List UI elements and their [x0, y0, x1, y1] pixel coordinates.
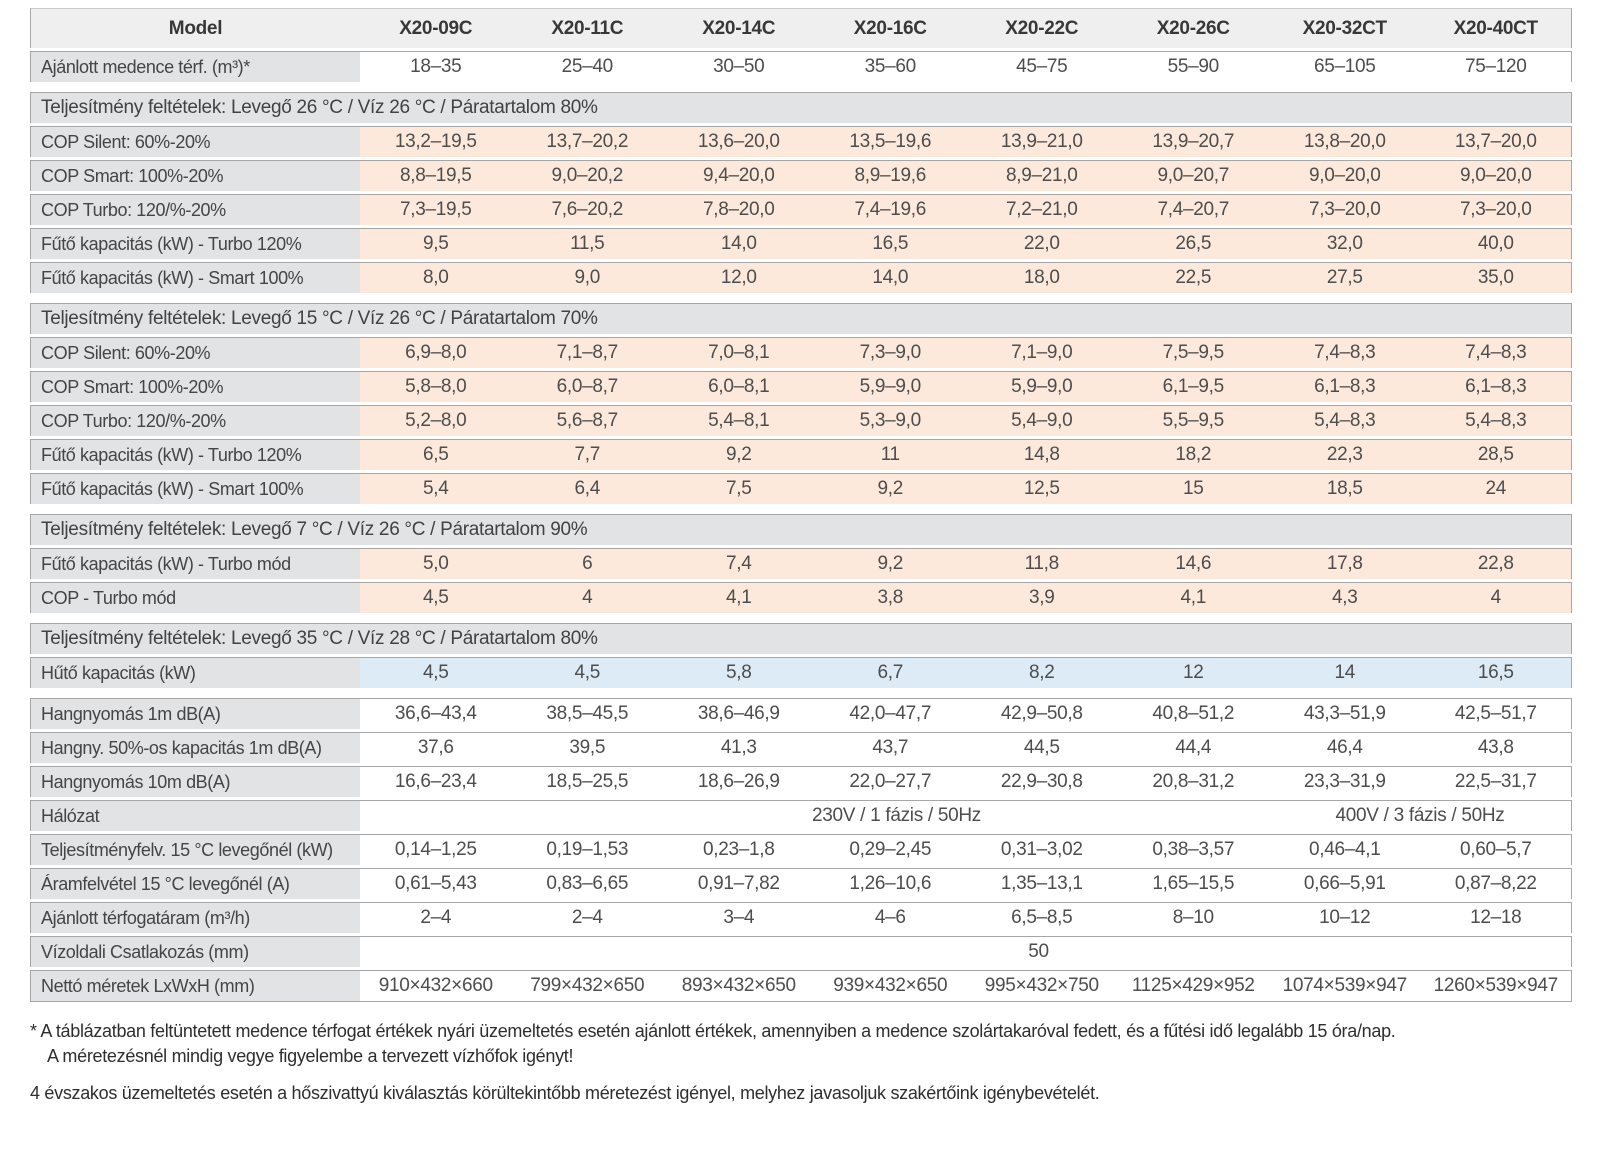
value-cell: 12,5: [966, 473, 1118, 504]
value-cell: 5,9–9,0: [815, 371, 967, 402]
value-cell: 7,7: [512, 439, 664, 470]
table-row: [30, 405, 1572, 436]
value-cell: 8,9–19,6: [815, 160, 967, 191]
row-label: Ajánlott térfogatáram (m³/h): [30, 902, 360, 933]
table-row: [30, 303, 1572, 334]
value-cell: 7,3–20,0: [1421, 194, 1573, 225]
spec-table-body: [30, 51, 1572, 1002]
section-header: Teljesítmény feltételek: Levegő 26 °C / Víz 26 °C / Páratartalom 80%: [30, 92, 1572, 123]
value-cell: 5,4: [360, 473, 512, 504]
row-label: Hangny. 50%-os kapacitás 1m dB(A): [30, 732, 360, 763]
value-cell: 6,1–8,3: [1421, 371, 1573, 402]
row-label: Hűtő kapacitás (kW): [30, 657, 360, 688]
value-cell: 0,46–4,1: [1269, 834, 1421, 865]
value-cell: 6,4: [512, 473, 664, 504]
value-cell: 28,5: [1421, 439, 1573, 470]
row-label: Hangnyomás 10m dB(A): [30, 766, 360, 797]
value-cell: 45–75: [966, 51, 1118, 82]
value-cell: 8,9–21,0: [966, 160, 1118, 191]
value-cell: 39,5: [512, 732, 664, 763]
table-row: [30, 126, 1572, 157]
value-cell: 12: [1118, 657, 1270, 688]
value-cell: 16,5: [1421, 657, 1573, 688]
value-cell: 1,26–10,6: [815, 868, 967, 899]
value-cell: 36,6–43,4: [360, 698, 512, 729]
value-cell: 9,0: [512, 262, 664, 293]
value-cell: 18,6–26,9: [663, 766, 815, 797]
value-cell: 13,8–20,0: [1269, 126, 1421, 157]
value-cell: 939×432×650: [815, 970, 967, 1002]
value-cell: 799×432×650: [512, 970, 664, 1002]
table-row: [30, 936, 1572, 967]
value-cell: 42,5–51,7: [1421, 698, 1573, 729]
value-cell: 22,9–30,8: [966, 766, 1118, 797]
value-cell: 14: [1269, 657, 1421, 688]
value-cell: 41,3: [663, 732, 815, 763]
section-header: Teljesítmény feltételek: Levegő 15 °C / Víz 26 °C / Páratartalom 70%: [30, 303, 1572, 334]
value-cell: 43,3–51,9: [1269, 698, 1421, 729]
spec-table-header: [30, 8, 1572, 48]
value-cell: 5,4–8,3: [1421, 405, 1573, 436]
value-cell: 13,2–19,5: [360, 126, 512, 157]
table-row: [30, 473, 1572, 504]
value-cell: 11,8: [966, 548, 1118, 579]
table-row: [30, 337, 1572, 368]
table-row: [30, 766, 1572, 797]
row-label: Fűtő kapacitás (kW) - Smart 100%: [30, 473, 360, 504]
value-cell: 9,2: [815, 548, 967, 579]
value-cell: 8–10: [1118, 902, 1270, 933]
value-cell: 75–120: [1421, 51, 1573, 82]
value-cell: 1,65–15,5: [1118, 868, 1270, 899]
value-cell: 7,4–20,7: [1118, 194, 1270, 225]
table-row: [30, 51, 1572, 82]
value-cell: 37,6: [360, 732, 512, 763]
row-label: Teljesítményfelv. 15 °C levegőnél (kW): [30, 834, 360, 865]
table-row: [30, 160, 1572, 191]
value-cell: 5,3–9,0: [815, 405, 967, 436]
column-header-row: [30, 8, 1572, 48]
table-row: [30, 548, 1572, 579]
value-cell: 7,3–19,5: [360, 194, 512, 225]
value-cell: 910×432×660: [360, 970, 512, 1002]
value-cell: 13,9–20,7: [1118, 126, 1270, 157]
table-row: [30, 623, 1572, 654]
value-cell: 4–6: [815, 902, 967, 933]
value-cell: 9,0–20,0: [1269, 160, 1421, 191]
row-label: Nettó méretek LxWxH (mm): [30, 970, 360, 1002]
row-label: Vízoldali Csatlakozás (mm): [30, 936, 360, 967]
section-gap: [30, 296, 1572, 300]
value-cell: 18,5: [1269, 473, 1421, 504]
table-row: [30, 657, 1572, 688]
value-cell: 22,5: [1118, 262, 1270, 293]
value-cell: 10–12: [1269, 902, 1421, 933]
table-row: [30, 582, 1572, 613]
row-label: COP Silent: 60%-20%: [30, 126, 360, 157]
value-cell: 6,0–8,1: [663, 371, 815, 402]
value-cell: 3,8: [815, 582, 967, 613]
value-cell: 4,5: [512, 657, 664, 688]
column-header: X20-32CT: [1269, 8, 1421, 48]
value-cell: 0,38–3,57: [1118, 834, 1270, 865]
value-cell: 9,0–20,0: [1421, 160, 1573, 191]
value-cell: 4,1: [663, 582, 815, 613]
value-cell-merged: 400V / 3 fázis / 50Hz: [1269, 800, 1572, 831]
value-cell: 1074×539×947: [1269, 970, 1421, 1002]
table-row: [30, 970, 1572, 1002]
value-cell: 44,5: [966, 732, 1118, 763]
spec-table: [30, 5, 1572, 1005]
value-cell: 7,0–8,1: [663, 337, 815, 368]
section-header: Teljesítmény feltételek: Levegő 35 °C / Víz 28 °C / Páratartalom 80%: [30, 623, 1572, 654]
table-row: [30, 691, 1572, 695]
value-cell: 0,61–5,43: [360, 868, 512, 899]
value-cell: 3,9: [966, 582, 1118, 613]
value-cell: 6,0–8,7: [512, 371, 664, 402]
value-cell: 0,83–6,65: [512, 868, 664, 899]
value-cell: 7,6–20,2: [512, 194, 664, 225]
value-cell: 12–18: [1421, 902, 1573, 933]
section-header: Teljesítmény feltételek: Levegő 7 °C / Víz 26 °C / Páratartalom 90%: [30, 514, 1572, 545]
value-cell: 5,2–8,0: [360, 405, 512, 436]
value-cell: 13,5–19,6: [815, 126, 967, 157]
row-label: Fűtő kapacitás (kW) - Turbo 120%: [30, 439, 360, 470]
column-header: X20-11C: [512, 8, 664, 48]
value-cell: 0,31–3,02: [966, 834, 1118, 865]
value-cell: 55–90: [1118, 51, 1270, 82]
footnote-four-season: 4 évszakos üzemeltetés esetén a hőszivattyú kiválasztás körültekintőbb méretezést igényel, melyhez javasoljuk szakértőink igénybevételét.: [30, 1083, 1100, 1104]
value-cell: 6,1–8,3: [1269, 371, 1421, 402]
value-cell: 5,6–8,7: [512, 405, 664, 436]
value-cell: 9,4–20,0: [663, 160, 815, 191]
value-cell: 9,2: [663, 439, 815, 470]
value-cell: 7,8–20,0: [663, 194, 815, 225]
value-cell: 22,8: [1421, 548, 1573, 579]
value-cell: 15: [1118, 473, 1270, 504]
value-cell: 32,0: [1269, 228, 1421, 259]
footnotes: [30, 1019, 1572, 1107]
value-cell: 40,8–51,2: [1118, 698, 1270, 729]
value-cell: 7,2–21,0: [966, 194, 1118, 225]
value-cell: 1260×539×947: [1421, 970, 1573, 1002]
value-cell: 6: [512, 548, 664, 579]
value-cell: 2–4: [360, 902, 512, 933]
value-cell-merged: 50: [360, 936, 1572, 967]
table-row: [30, 902, 1572, 933]
value-cell: 25–40: [512, 51, 664, 82]
value-cell: 9,2: [815, 473, 967, 504]
value-cell: 7,3–9,0: [815, 337, 967, 368]
value-cell: 11,5: [512, 228, 664, 259]
value-cell: 5,9–9,0: [966, 371, 1118, 402]
value-cell: 38,5–45,5: [512, 698, 664, 729]
value-cell: 30–50: [663, 51, 815, 82]
row-label: COP Turbo: 120/%-20%: [30, 194, 360, 225]
value-cell: 18,2: [1118, 439, 1270, 470]
value-cell: 14,8: [966, 439, 1118, 470]
value-cell: 7,1–9,0: [966, 337, 1118, 368]
value-cell: 14,0: [815, 262, 967, 293]
table-row: [30, 296, 1572, 300]
section-gap: [30, 85, 1572, 89]
value-cell: 7,1–8,7: [512, 337, 664, 368]
value-cell: 42,9–50,8: [966, 698, 1118, 729]
value-cell: 4,5: [360, 582, 512, 613]
row-label: Hálózat: [30, 800, 360, 831]
value-cell: 65–105: [1269, 51, 1421, 82]
table-row: [30, 868, 1572, 899]
value-cell: 42,0–47,7: [815, 698, 967, 729]
value-cell: 14,6: [1118, 548, 1270, 579]
row-label: COP Turbo: 120/%-20%: [30, 405, 360, 436]
value-cell: 20,8–31,2: [1118, 766, 1270, 797]
table-row: [30, 514, 1572, 545]
value-cell: 893×432×650: [663, 970, 815, 1002]
value-cell: 35–60: [815, 51, 967, 82]
footnote-pool-volume: * A táblázatban feltüntetett medence térfogat értékek nyári üzemeltetés esetén ajánlott értékek, amennyiben a medence szolártakaróval fedett, és a fűtési idő legalább 15 óra/nap. A méretezésnél mindig vegye figyelembe a tervezett vízhőfok igényt!: [30, 1021, 1396, 1067]
column-header: X20-09C: [360, 8, 512, 48]
value-cell: 46,4: [1269, 732, 1421, 763]
section-gap: [30, 507, 1572, 511]
value-cell: 9,0–20,2: [512, 160, 664, 191]
value-cell: 13,7–20,2: [512, 126, 664, 157]
row-label: Áramfelvétel 15 °C levegőnél (A): [30, 868, 360, 899]
value-cell: 5,8–8,0: [360, 371, 512, 402]
value-cell: 5,4–9,0: [966, 405, 1118, 436]
table-row: [30, 262, 1572, 293]
row-label: Fűtő kapacitás (kW) - Turbo 120%: [30, 228, 360, 259]
value-cell: 18,0: [966, 262, 1118, 293]
value-cell: 18,5–25,5: [512, 766, 664, 797]
value-cell: 14,0: [663, 228, 815, 259]
value-cell: 6,1–9,5: [1118, 371, 1270, 402]
row-label: COP - Turbo mód: [30, 582, 360, 613]
table-row: [30, 800, 1572, 831]
value-cell: 8,8–19,5: [360, 160, 512, 191]
value-cell: 0,91–7,82: [663, 868, 815, 899]
value-cell: 22,0: [966, 228, 1118, 259]
value-cell: 5,8: [663, 657, 815, 688]
value-cell: 7,4–8,3: [1269, 337, 1421, 368]
column-header: X20-22C: [966, 8, 1118, 48]
value-cell: 4,1: [1118, 582, 1270, 613]
table-row: [30, 616, 1572, 620]
value-cell: 23,3–31,9: [1269, 766, 1421, 797]
value-cell: 2–4: [512, 902, 664, 933]
value-cell: 6,5: [360, 439, 512, 470]
value-cell: 4: [1421, 582, 1573, 613]
value-cell: 16,5: [815, 228, 967, 259]
value-cell: 4: [512, 582, 664, 613]
column-header-model: Model: [30, 8, 360, 48]
value-cell: 44,4: [1118, 732, 1270, 763]
value-cell: 13,6–20,0: [663, 126, 815, 157]
row-label: Fűtő kapacitás (kW) - Smart 100%: [30, 262, 360, 293]
value-cell: 1125×429×952: [1118, 970, 1270, 1002]
table-row: [30, 732, 1572, 763]
section-gap: [30, 691, 1572, 695]
value-cell: 8,2: [966, 657, 1118, 688]
value-cell: 11: [815, 439, 967, 470]
value-cell: 7,5–9,5: [1118, 337, 1270, 368]
value-cell: 22,5–31,7: [1421, 766, 1573, 797]
column-header: X20-14C: [663, 8, 815, 48]
value-cell: 5,5–9,5: [1118, 405, 1270, 436]
value-cell: 5,4–8,1: [663, 405, 815, 436]
value-cell: 6,7: [815, 657, 967, 688]
value-cell: 5,0: [360, 548, 512, 579]
value-cell: 0,23–1,8: [663, 834, 815, 865]
value-cell: 22,0–27,7: [815, 766, 967, 797]
value-cell-merged: 230V / 1 fázis / 50Hz: [360, 800, 1269, 831]
value-cell: 35,0: [1421, 262, 1573, 293]
table-row: [30, 371, 1572, 402]
value-cell: 0,19–1,53: [512, 834, 664, 865]
table-row: [30, 92, 1572, 123]
value-cell: 26,5: [1118, 228, 1270, 259]
value-cell: 13,9–21,0: [966, 126, 1118, 157]
value-cell: 22,3: [1269, 439, 1421, 470]
value-cell: 0,66–5,91: [1269, 868, 1421, 899]
value-cell: 0,29–2,45: [815, 834, 967, 865]
table-row: [30, 85, 1572, 89]
table-row: [30, 228, 1572, 259]
value-cell: 16,6–23,4: [360, 766, 512, 797]
value-cell: 6,9–8,0: [360, 337, 512, 368]
value-cell: 27,5: [1269, 262, 1421, 293]
table-row: [30, 834, 1572, 865]
value-cell: 995×432×750: [966, 970, 1118, 1002]
row-label: Hangnyomás 1m dB(A): [30, 698, 360, 729]
row-label: COP Smart: 100%-20%: [30, 160, 360, 191]
section-gap: [30, 616, 1572, 620]
table-row: [30, 507, 1572, 511]
value-cell: 43,8: [1421, 732, 1573, 763]
column-header: X20-26C: [1118, 8, 1270, 48]
value-cell: 9,0–20,7: [1118, 160, 1270, 191]
table-row: [30, 439, 1572, 470]
table-row: [30, 194, 1572, 225]
row-label: COP Silent: 60%-20%: [30, 337, 360, 368]
table-row: [30, 698, 1572, 729]
value-cell: 7,5: [663, 473, 815, 504]
row-label: COP Smart: 100%-20%: [30, 371, 360, 402]
value-cell: 0,87–8,22: [1421, 868, 1573, 899]
value-cell: 7,4: [663, 548, 815, 579]
value-cell: 7,4–8,3: [1421, 337, 1573, 368]
value-cell: 1,35–13,1: [966, 868, 1118, 899]
value-cell: 6,5–8,5: [966, 902, 1118, 933]
value-cell: 5,4–8,3: [1269, 405, 1421, 436]
value-cell: 17,8: [1269, 548, 1421, 579]
value-cell: 7,3–20,0: [1269, 194, 1421, 225]
value-cell: 38,6–46,9: [663, 698, 815, 729]
value-cell: 13,7–20,0: [1421, 126, 1573, 157]
value-cell: 4,5: [360, 657, 512, 688]
value-cell: 8,0: [360, 262, 512, 293]
column-header: X20-40CT: [1421, 8, 1573, 48]
row-label: Ajánlott medence térf. (m³)*: [30, 51, 360, 82]
value-cell: 7,4–19,6: [815, 194, 967, 225]
value-cell: 24: [1421, 473, 1573, 504]
value-cell: 0,14–1,25: [360, 834, 512, 865]
value-cell: 12,0: [663, 262, 815, 293]
value-cell: 9,5: [360, 228, 512, 259]
value-cell: 4,3: [1269, 582, 1421, 613]
value-cell: 40,0: [1421, 228, 1573, 259]
value-cell: 3–4: [663, 902, 815, 933]
value-cell: 0,60–5,7: [1421, 834, 1573, 865]
value-cell: 43,7: [815, 732, 967, 763]
value-cell: 18–35: [360, 51, 512, 82]
column-header: X20-16C: [815, 8, 967, 48]
row-label: Fűtő kapacitás (kW) - Turbo mód: [30, 548, 360, 579]
